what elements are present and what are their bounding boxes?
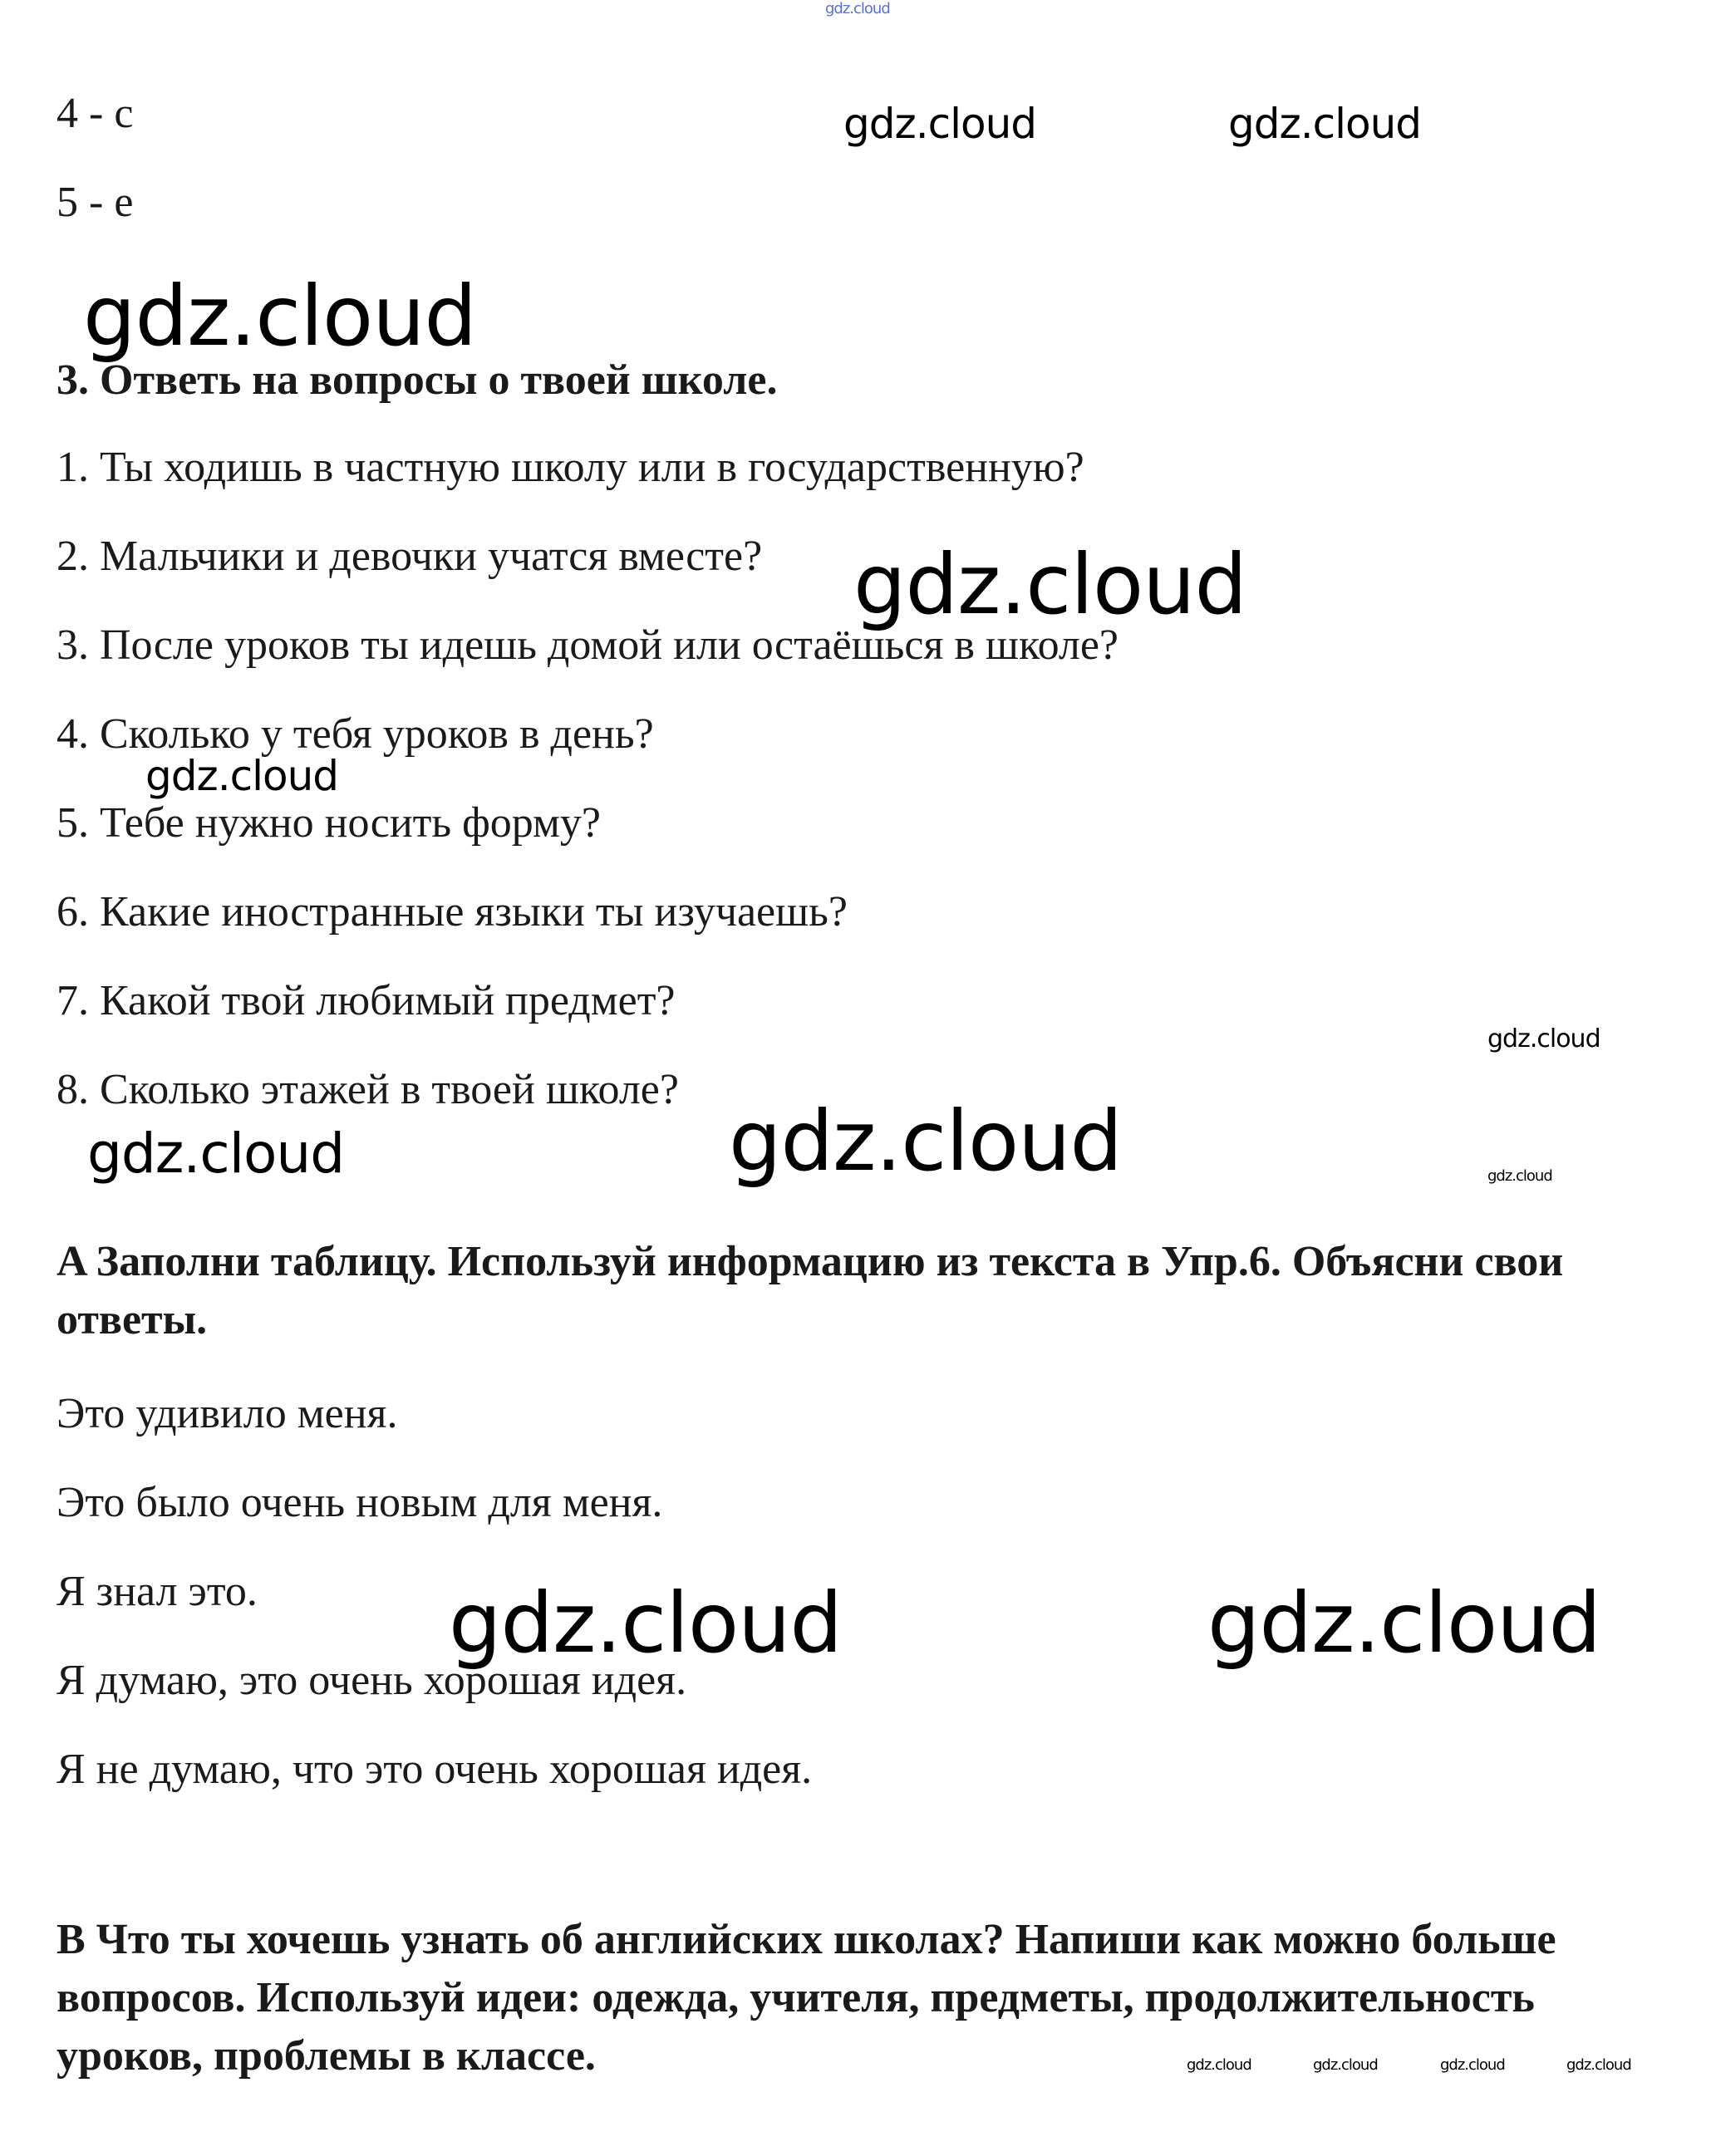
question-line: 1. Ты ходишь в частную школу или в государственную? [57,444,1084,491]
watermark: gdz.cloud [1313,2056,1378,2074]
watermark: gdz.cloud [1487,1024,1600,1053]
watermark: gdz.cloud [853,536,1247,633]
section-a-line: Это было очень новым для меня. [57,1479,663,1526]
answer-line: 5 - e [57,179,134,226]
watermark: gdz.cloud [843,100,1037,148]
watermark: gdz.cloud [1487,1167,1552,1185]
question-line: 3. После уроков ты идешь домой или остаёшься в школе? [57,621,1119,669]
question-line: 4. Сколько у тебя уроков в день? [57,710,654,758]
section-a-line: Я думаю, это очень хорошая идея. [57,1657,687,1704]
watermark: gdz.cloud [83,268,477,365]
question-line: 2. Мальчики и девочки учатся вместе? [57,533,763,580]
watermark: gdz.cloud [1207,1574,1601,1672]
watermark: gdz.cloud [729,1093,1123,1190]
answer-line: 4 - c [57,90,134,137]
section-a-title: A Заполни таблицу. Используй информацию из текста в Упр.6. Объясни свои ответы. [57,1238,1564,1343]
section-a-line: Это удивило меня. [57,1390,398,1437]
watermark: gdz.cloud [449,1574,843,1672]
section-a-line: Я знал это. [57,1568,258,1615]
watermark: gdz.cloud [1440,2056,1505,2074]
question-line: 7. Какой твой любимый предмет? [57,977,676,1024]
watermark: gdz.cloud [1187,2056,1251,2074]
watermark: gdz.cloud [1228,100,1422,148]
watermark: gdz.cloud [145,752,339,800]
question-line: 6. Какие иностранные языки ты изучаешь? [57,888,848,936]
question-line: 5. Тебе нужно носить форму? [57,799,601,847]
section-3-title: 3. Ответь на вопросы о твоей школе. [57,356,778,404]
watermark: gdz.cloud [1566,2056,1631,2074]
section-a-line: Я не думаю, что это очень хорошая идея. [57,1746,813,1793]
question-line: 8. Сколько этажей в твоей школе? [57,1066,679,1113]
top-watermark: gdz.cloud [825,0,890,17]
watermark: gdz.cloud [87,1122,345,1186]
section-b-title: B Что ты хочешь узнать об английских школах? Напиши как можно больше вопросов. Используй идеи: одежда, учителя, предметы, продолжительность уроков, проблемы в классе. [57,1916,1556,2080]
